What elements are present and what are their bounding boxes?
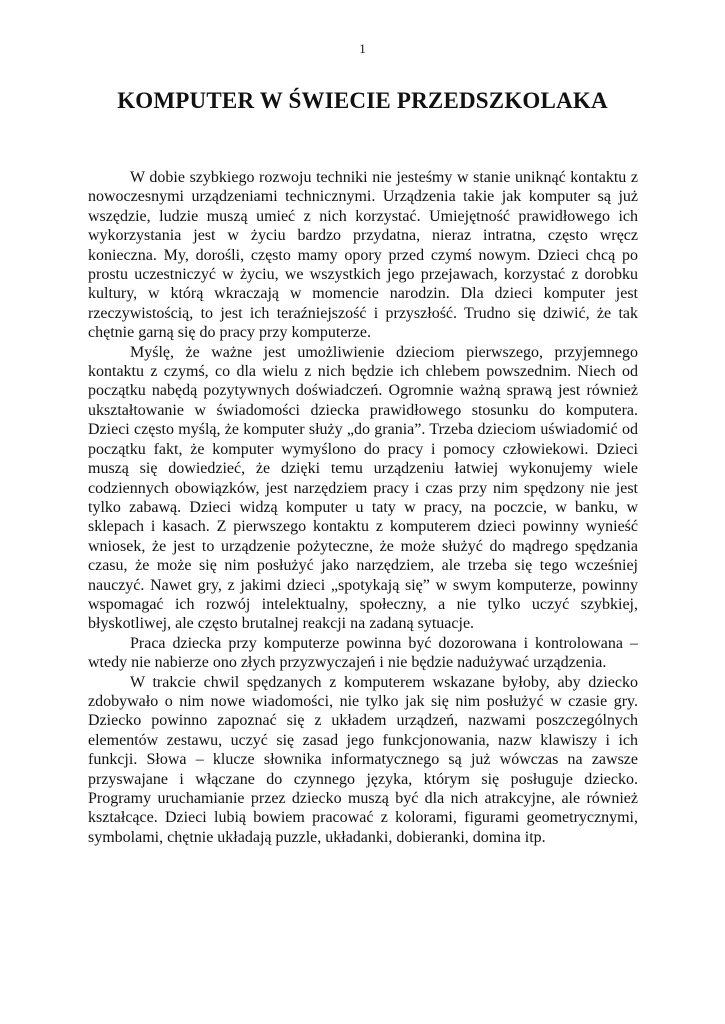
- page-number: 1: [359, 41, 366, 56]
- paragraph-2: Myślę, że ważne jest umożliwienie dzieciom pierwszego, przyjemnego kontaktu z czymś, co dla wielu z nich będzie ich chlebem powszednim. Niech od początku nabędą pozytywnych doświadczeń. Ogromnie ważną sprawą jest również ukształtowanie w świadomości dziecka prawidłowego stosunku do komputera. Dzieci często myślą, że komputer służy „do grania”. Trzeba dzieciom uświadomić od początku fakt, że komputer wymyślono do pracy i pomocy człowiekowi. Dzieci muszą się dowiedzieć, że dzięki temu urządzeniu łatwiej wykonujemy wiele codziennych obowiązków, jest narzędziem pracy i czas przy nim spędzony nie jest tylko zabawą. Dzieci widzą komputer u taty w pracy, na poczcie, w banku, w sklepach i kasach. Z pierwszego kontaktu z komputerem dzieci powinny wynieść wniosek, że jest to urządzenie pożyteczne, że może służyć do mądrego spędzania czasu, że może się nim posłużyć jako narzędziem, ale trzeba się tego wcześniej nauczyć. Nawet gry, z jakimi dzieci „spotykają się” w swym komputerze, powinny wspomagać ich rozwój intelektualny, społeczny, a nie tylko uczyć szybkiej, błyskotliwej, ale często brutalnej reakcji na zadaną sytuacje.: [88, 343, 638, 633]
- paragraph-4: W trakcie chwil spędzanych z komputerem wskazane byłoby, aby dziecko zdobywało o nim nowe wiadomości, nie tylko jak się nim posłużyć w czasie gry. Dziecko powinno zapoznać się z układem urządzeń, nazwami poszczególnych elementów zestawu, uczyć się zasad jego funkcjonowania, nazw klawiszy i ich funkcji. Słowa – klucze słownika informatycznego są już wówczas na zawsze przyswajane i włączane do czynnego języka, którym się posługuje dziecko. Programy uruchamianie przez dziecko muszą być dla nich atrakcyjne, ale również kształcące. Dzieci lubią bowiem pracować z kolorami, figurami geometrycznymi, symbolami, chętnie układają puzzle, układanki, dobieranki, domina itp.: [88, 673, 638, 846]
- paragraph-3: Praca dziecka przy komputerze powinna być dozorowana i kontrolowana – wtedy nie nabierze ono złych przyzwyczajeń i nie będzie nadużywać urządzenia.: [88, 634, 638, 672]
- paragraph-1: W dobie szybkiego rozwoju techniki nie jesteśmy w stanie uniknąć kontaktu z nowoczesnymi urządzeniami technicznymi. Urządzenia takie jak komputer są już wszędzie, ludzie muszą umieć z nich korzystać. Umiejętność prawidłowego ich wykorzystania jest w życiu bardzo przydatna, nieraz intratna, często wręcz konieczna. My, dorośli, często mamy opory przed czymś nowym. Dzieci chcą po prostu uczestniczyć w życiu, we wszystkich jego przejawach, korzystać z dorobku kultury, w którą wkraczają w momencie narodzin. Dla dzieci komputer jest rzeczywistością, to jest ich teraźniejszość i przyszłość. Trudno się dziwić, że tak chętnie garną się do pracy przy komputerze.: [88, 169, 638, 342]
- document-title: KOMPUTER W ŚWIECIE PRZEDSZKOLAKA: [117, 88, 608, 113]
- body-text: [88, 168, 638, 847]
